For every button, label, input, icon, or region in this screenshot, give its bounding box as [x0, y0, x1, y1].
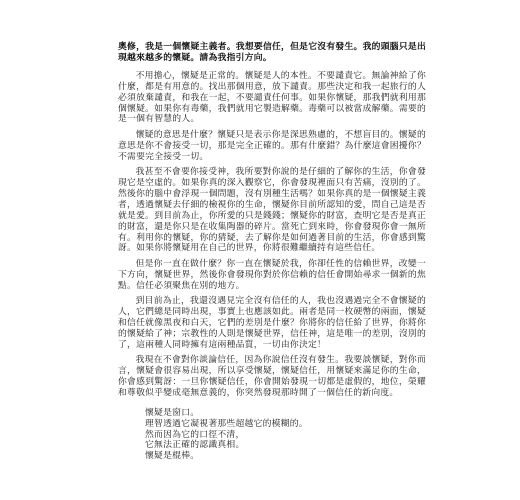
verse-line-2: 理智透過它凝視著那些超越它的模糊的。 — [145, 418, 308, 429]
text-block — [118, 42, 426, 462]
paragraph-2: 懷疑的意思是什麼？懷疑只是表示你是深思熟慮的，不想盲目的。懷疑的意思是你不會接受一切，那是完全正確的。那有什麼錯？為什麼這會困擾你？不需要完全接受一切。 — [118, 129, 426, 162]
verse-line-4: 它無法正確的認識真相。 — [145, 440, 245, 451]
paragraph-4: 但是你一直在做什麼？你一直在懷疑於我，你卻任性的信賴世界，改變一下方向，懷疑世界，然後你會發現你對於你信賴的信任會開始尋求一個新的焦點。信任必須聚焦在別的地方。 — [118, 258, 426, 291]
paragraph-3: 我甚至不會要你接受神，我所要對你說的是仔細的了解你的生活，你會發現它是空虛的。如果你真的深入觀察它，你會發現裡面只有苦痛，沒別的了。然後你的腦中會浮現一個問題，沒有別種生活嗎？如果你真的是一個懷疑主義者，透過懷疑去仔細的檢視你的生命，懷疑你目前所認知的愛，問自己這是否就是愛。到目前為止，你所愛的只是錢錢；懷疑你的財富，查明它是否是真正的財富，還是你只是在收集陶器的碎片。當死亡到來時，你會發現你會一無所有。利用你的懷疑，你的猜疑，去了解你是如何過著目前的生活，你會感到驚訝。如果你將懷疑用在自己的世界，你將很難繼續持有這些信任。 — [118, 167, 426, 254]
verse-line-3: 然而因為它的口徑不清， — [145, 429, 245, 440]
paragraph-5: 到目前為止，我還沒遇見完全沒有信任的人，我也沒遇過完全不會懷疑的人，它們總是同時出現，事實上也應該如此。兩者是同一枚硬幣的兩面，懷疑和信任就像黑夜和白天，它們的差別是什麼？你將你的信任給了世界，你將你的懷疑給了神；宗教性的人則是懷疑世界，信任神，這是唯一的差別，沒別的了，這兩種人同時擁有這兩種品質，一切由你決定！ — [118, 296, 426, 350]
question-heading: 奧修，我是一個懷疑主義者。我想要信任，但是它沒有發生。我的頭腦只是出現越來越多的懷疑。請為我指引方向。 — [118, 42, 426, 63]
verse-line-1: 懷疑是窗口。 — [145, 407, 200, 418]
paragraph-6: 我現在不會對你談論信任，因為你說信任沒有發生。我要談懷疑，對你而言，懷疑會很容易出現，所以享受懷疑，懷疑信任，用懷疑來滿足你的生命，你會感到驚訝：一旦你懷疑信任，你會開始發現一切都是虛假的，地位，榮耀和尊敬似乎變成毫無意義的，你突然發現那時開了一個信任的新向度。 — [118, 355, 426, 398]
paragraph-1: 不用擔心，懷疑是正常的。懷疑是人的本性。不要譴責它。無論神給了你什麼，都是有用意的。找出那個用意，放下譴責。那些決定和我一起旅行的人必須放棄譴責，和我在一起，不要譴責任何事。如果你懷疑，那我們就利用那個懷疑。如果你有毒藥，我們就用它製造解藥。毒藥可以被當成解藥。需要的是一個有智慧的人。 — [118, 70, 426, 125]
verse-line-5: 懷疑是棍棒。 — [145, 451, 200, 462]
verse — [118, 408, 426, 463]
